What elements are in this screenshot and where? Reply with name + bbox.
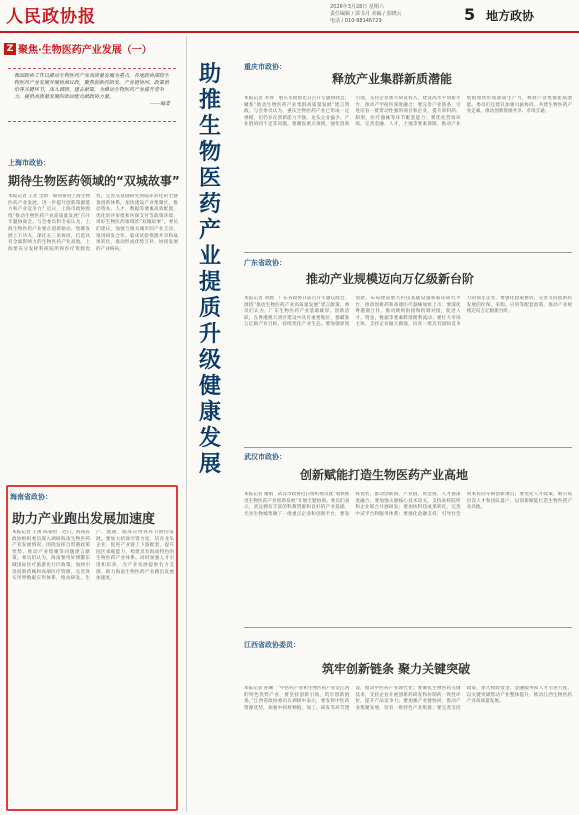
column-title: 聚焦·生物医药产业发展（一） xyxy=(18,45,152,56)
headline-chongqing[interactable]: 释放产业集群新质潜能 xyxy=(332,72,453,86)
intro-text: 我国政协工作以推动生物医药产业高质量发展为重点，各地政协围绕生物医药产业发展开展协商议政，聚焦创新药研发、产业链协同、政策供给等关键环节，深入调研、建言献策，为推动生物医药产业提升竞争力、提供高质量发展的新动能贡献政协力量。 xyxy=(14,73,170,100)
page-number: 5 xyxy=(464,5,476,24)
article-region-wuhan: 武汉市政协： xyxy=(244,453,286,461)
article-rule xyxy=(244,252,572,253)
editor-intro xyxy=(8,68,176,122)
feature-title: 助推生物医药产业提质升级健康发展 xyxy=(198,62,221,477)
contact: 电话 / 010-88146729 xyxy=(330,18,382,24)
article-body-jiangxi: 本报记者 孙琳 “中医药产业和生物医药产业是江西的特色优势产业，要坚持创新引领，筑牢创新链条。”江西省政协委员在调研中表示，要发挥中医药资源优势，加强中药材种植、加工、研发等环节建设，推动中医药产业现代化；要聚焦生物医药关键技术，支持企业开展创新药研发和仿制药一致性评价，提升产品竞争力；要加强产业链协同，推动产业集聚发展，培育一批特色产业集群；要完善支持政策，加大财政资金、金融服务和人才引进力度，以关键突破带动产业整体提升，推动江西生物医药产业高质量发展。 xyxy=(244,686,572,711)
column-banner xyxy=(4,38,184,54)
article-body-hainan: 本报记者 王俊 陈泰恒 近日，海南省政协组织委员深入调研海南生物医药产业发展情况，围绕发挥自贸港政策优势、推动产业集聚等问题建言献策。委员们认为，海南要用好博鳌乐城国际医疗旅游先行区政策，加快引进创新药械和高端医疗资源，完善真实世界数据应用体系，推动研发、生产、流通、临床应用各环节协同发展。要加大招商引资力度，培育龙头企业，促进产业链上下游配套，提升园区承载能力，构建具有海南特色的生物医药产业体系。同时加强人才引进和培养，为产业发展提供有力支撑，助力海南生物医药产业跑出发展加速度。 xyxy=(12,530,174,582)
newspaper-logo: 人民政协报 xyxy=(6,7,96,27)
section-title: 地方政协 xyxy=(486,9,535,23)
column-divider xyxy=(186,36,187,812)
article-body-wuhan: 本报记者 谢娟 武汉市政协近日组织委员就“加快推进生物医药产业创新发展”开展专题协商。委员们表示，武汉拥有丰富的科教资源和良好的产业基础，光谷生物城集聚了一批重点企业和创新平台，要发挥优势，推动创新链、产业链、资金链、人才链深度融合。要加强关键核心技术攻关，支持高校院所和企业联合开展研发；要加快科技成果转化，完善中试平台和服务体系；要强化金融支持，引导社会资本投向早期创新项目；要优化人才政策，吸引高层次人才和团队落户，以创新赋能打造生物医药产业高地。 xyxy=(244,492,572,517)
headline-guangdong[interactable]: 推动产业规模迈向万亿级新台阶 xyxy=(306,272,475,286)
intro-source: ——编者 xyxy=(149,101,170,107)
article-region-chongqing: 重庆市政协： xyxy=(244,63,286,71)
article-region-guangdong: 广东省政协： xyxy=(244,259,286,267)
article-region-shanghai: 上海市政协： xyxy=(8,159,50,167)
headline-wuhan[interactable]: 创新赋能打造生物医药产业高地 xyxy=(300,468,469,482)
masthead-info xyxy=(330,4,401,25)
headline-shanghai[interactable]: 期待生物医药领域的“双城故事” xyxy=(8,174,180,188)
article-body-guangdong: 本报记者 刘源 广东省政协日前召开专题议政会，围绕“推动生物医药产业高质量发展”建言献策。委员们认为，广东生物医药产业基础雄厚、创新活跃，在粤港澳大湾区建设中具有重要地位，要瞄准万亿级产业目标，持续优化产业生态。要加强原始创新，布局建设重大科技基础设施和临床研究平台，推动创新药和高端医疗器械加快上市；要深化粤港澳合作，推动规则衔接和机制对接，促进人才、资金、数据等要素跨境便利流动；要壮大市场主体，支持企业做大做强，培育一批具有国际竞争力的领军企业。要强化政策协同，完善支持创新药发展的医保、采购、应用等配套政策，推动产业规模迈向万亿级新台阶。 xyxy=(244,296,572,328)
headline-hainan[interactable]: 助力产业跑出发展加速度 xyxy=(12,512,156,527)
editors: 责任编辑 / 郭书月 美编 / 张晓云 xyxy=(330,11,402,17)
article-region-jiangxi: 江西省政协委员： xyxy=(244,641,300,649)
article-body-chongqing: 本报记者 李春 重庆市政协近日召开专题协商会，聚焦“推动生物医药产业集群高质量发展”建言资政。与会委员认为，重庆生物医药产业已形成一定规模，但仍存在创新能力不强、龙头企业偏少、产业链协同不足等问题。要聚焦重点领域，强化创新引领，支持企业加大研发投入，建设高水平创新平台，推动产学研医深度融合；要完善产业链条，引进培育一批带动性强的项目和企业，提升原料药、制剂、医疗器械等环节配套能力；要优化营商环境，完善金融、人才、土地等要素保障，推动产业集群加快形成新质生产力，释放产业集群新质潜能。委员们还建议加强川渝协同，共建生物医药产业走廊，推动创新资源共享、市场互通。 xyxy=(244,96,572,128)
masthead xyxy=(0,0,579,30)
masthead-rule xyxy=(0,31,579,33)
article-rule xyxy=(244,627,572,628)
issue-date: 2026年3月28日 星期六 xyxy=(330,4,384,10)
article-region-hainan: 海南省政协： xyxy=(10,493,52,501)
column-badge: Z xyxy=(4,43,16,55)
headline-jiangxi[interactable]: 筑牢创新链条 聚力关键突破 xyxy=(322,662,471,676)
article-rule xyxy=(244,447,572,448)
article-body-shanghai: 本报记者 王亚 全新 如何推进上海生物医药产业发展，进一步提升创新策源能力和产业竞争力？近日，上海市政协围绕“推动生物医药产业高质量发展”召开专题协商会。与会委员和专家认为，上海生物医药产业要在创新驱动、集聚发展上下功夫，深化长三角协同，打造具有全球影响力的生物医药产业高地。上海要充分发挥科研院所和医疗资源优势，完善从基础研究到临床转化的全链条创新体系，加快建设产业集聚区，推动资本、人才、数据等要素高效配置，优化审评审批和医保支付等政策环境，讲好生物医药领域的“双城故事”。委员们建议，加强与相关城市的产业互动，推进研发合作、临床试验资源共享和成果转化，推动形成优势互补、协同发展的产业格局。 xyxy=(8,194,178,252)
